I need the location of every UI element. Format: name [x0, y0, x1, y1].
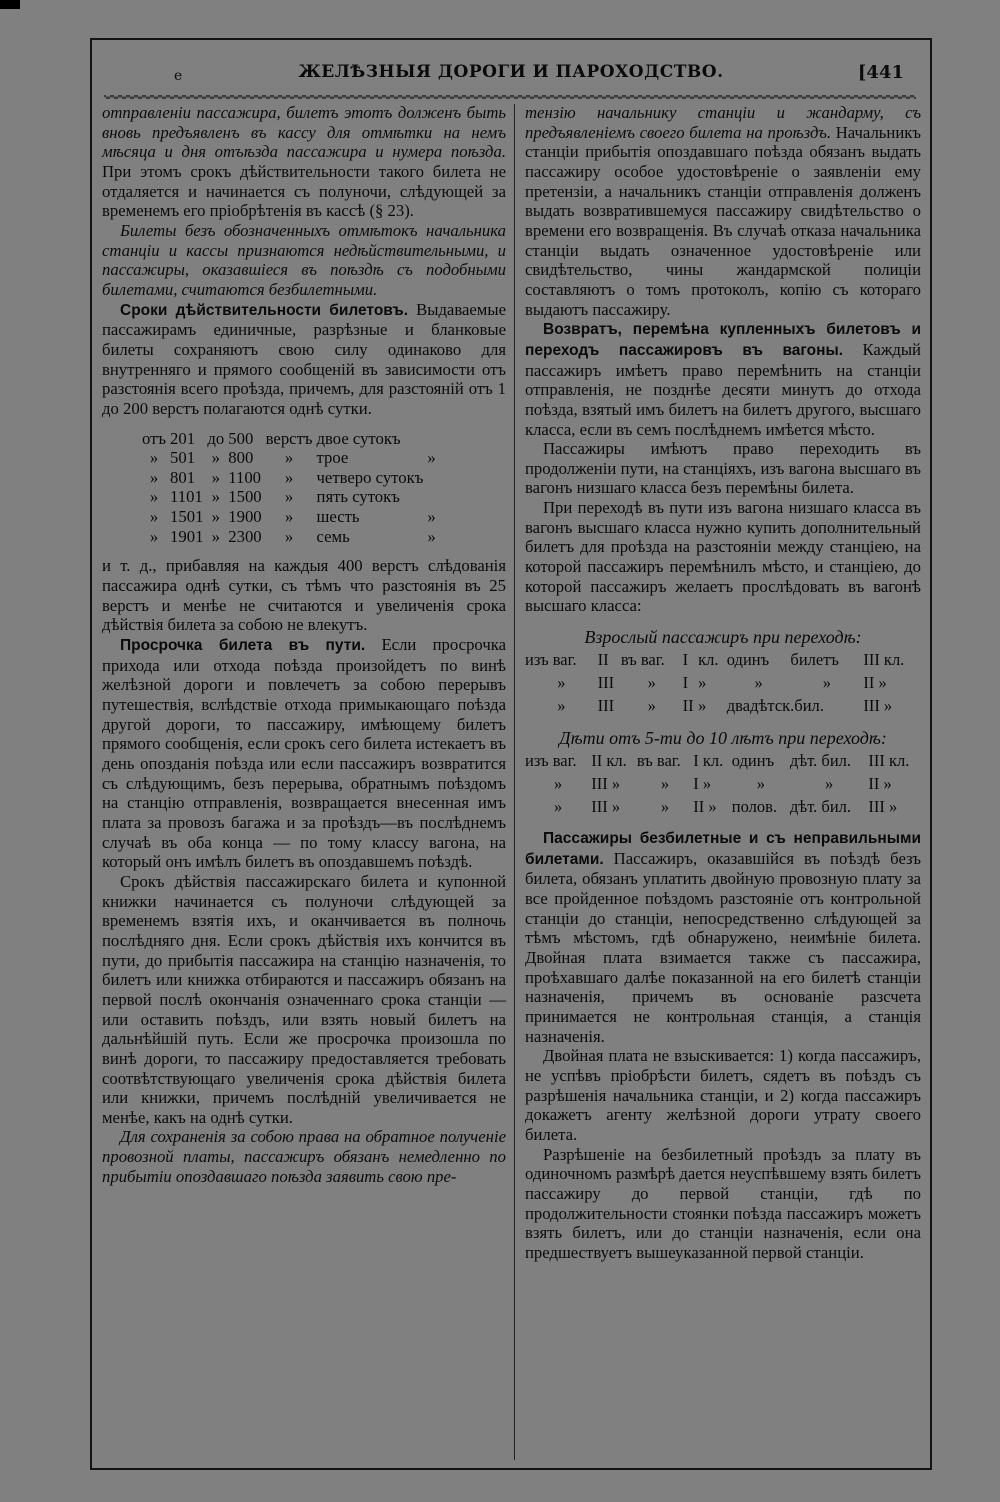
table-row: » 801 » 1100 » четверо сутокъ [149, 467, 424, 487]
table-row: » 1901 » 2300 » семь » [149, 526, 436, 546]
left-column [102, 103, 506, 1186]
paragraph: При переходѣ въ пути изъ вагона низшаго класса въ вагонъ высшаго класса нужно купить дополнительный билетъ для проѣзда на разстояніи между станціею, на которой пассажиръ перемѣнилъ мѣсто, и станціею, до которой пассажиръ желаетъ прослѣдовать въ вагонѣ высшаго класса: [525, 498, 921, 616]
text: Пассажиръ, оказавшійся въ поѣздѣ безъ билета, обязанъ уплатить двойную провозную плату за все пройденное поѣздомъ разстояніе отъ контрольной станціи до станціи, непосредственно слѣдующей за тѣмъ мѣстомъ, гдѣ обнаружено, неимѣніе билета. Двойная плата взимается также съ пассажира, проѣхавшаго далѣе показанной на его билетѣ станціи назначенія, причемъ въ основаніе разсчета принимается не контрольная станція, а станція назначенія. [525, 848, 921, 1046]
paragraph: Двойная плата не взыскивается: 1) когда пассажиръ, не успѣвъ пріобрѣсти билетъ, сядетъ въ поѣздъ съ разрѣшенія начальника станціи, и 2) когда пассажиръ докажетъ агенту желѣзной дороги утрату своего билета. [525, 1046, 921, 1144]
right-column [525, 103, 921, 1263]
section-heading: Сроки дѣйствительности билетовъ. [120, 301, 409, 319]
section-heading: Возвратъ, перемѣна купленныхъ билетовъ и переходъ пассажировъ въ вагоны. [525, 321, 921, 359]
corner-mark [0, 0, 20, 9]
column-divider [514, 104, 515, 1460]
adult-transfer-table [525, 648, 921, 717]
italic-text: тензію начальнику станціи и жандарму, съ предъявленіемъ своего билета на проѣздъ. [525, 103, 921, 142]
table-row: » 1501 » 1900 » шесть » [149, 507, 436, 527]
paragraph [102, 635, 506, 872]
table-row: » 1101 » 1500 » пять сутокъ [149, 487, 400, 507]
header-wavy-rule [104, 94, 916, 100]
section-heading: Пассажиры безбилетные и съ неправильными билетами. [525, 830, 921, 868]
table-row: » III » I » » » II » [557, 673, 887, 693]
text: Если просрочка прихода или отхода поѣзда произойдетъ по винѣ желѣзной дороги и повлечетъ за собою перерывъ путешествія, вслѣдствіе отхода примыкающаго поѣзда другой дороги, то пассажиру, имѣющему билетъ прямого сообщенія, если срокъ сего билета истекаетъ въ день опозданія поѣзда или если пассажиръ возвратится съ слѣдующимъ, безъ перерыва, обратнымъ поѣздомъ на станцію отправленія, возвращается внесенная имъ плата за провозъ багажа и за проѣздъ—въ послѣднемъ случаѣ въ оба конца — по тому классу вагона, на который онъ имѣлъ билетъ въ опоздавшемъ поѣздѣ. [102, 635, 506, 872]
table-row: » 501 » 800 » трое » [149, 448, 436, 468]
table-row: изъ ваг. II кл. въ ваг. I кл. одинъ дѣт. бил. III кл. [525, 751, 910, 771]
text: Выдаваемые пассажирамъ единичные, разрѣзные и бланковые билеты сохраняютъ свою силу одинаково для внутренняго и прямого сообщеній въ зависимости отъ разстоянія всего проѣзда, причемъ, для разстояній отъ 1 до 200 верстъ полагаются однѣ сутки. [102, 299, 506, 418]
table-row: изъ ваг. II въ ваг. I кл. одинъ билетъ III кл. [525, 650, 905, 670]
italic-text: отправленіи пассажира, билетъ этотъ долженъ быть вновь предъявленъ въ кассу для отмѣтки на немъ мѣсяца и дня отъѣзда пассажира и нумера поѣзда. [102, 103, 506, 162]
header-mark: e [174, 68, 183, 84]
table-row: отъ 201 до 500 верстъ двое сутокъ [142, 428, 401, 448]
table-row: » III » » I » » » II » [554, 774, 892, 794]
paragraph [525, 103, 921, 319]
paragraph: и т. д., прибавляя на каждыя 400 верстъ слѣдованія пассажира однѣ сутки, съ тѣмъ что разстоянія въ 25 верстъ и менѣе не считаются и увеличенія срока дѣйствія билета за собою не влекутъ. [102, 556, 506, 635]
section-heading: Просрочка билета въ пути. [120, 637, 366, 655]
paragraph [102, 300, 506, 419]
book-page [90, 38, 932, 1470]
table-row: » III » » II » полов. дѣт. бил. III » [554, 797, 898, 817]
running-header [92, 40, 930, 90]
paragraph: Срокъ дѣйствія пассажирскаго билета и купонной книжки начинается съ полуночи слѣдующей за временемъ взятія ихъ, и оканчивается въ полночь послѣдняго дня. Если срокъ дѣйствія ихъ кончится въ пути, до прибытія пассажира на станцію назначенія, то билетъ или книжка отбираются и пассажиръ обязанъ на первой послѣ окончанія означеннаго срока станціи — или оставить поѣздъ, или взять новый билетъ на дальнѣйшій путь. Если же просрочка произошла по винѣ дороги, то пассажиру предоставляется требовать соотвѣтствующаго увеличенія срока дѣйствія билета или книжки, причемъ послѣдній увеличивается не менѣе, какъ на однѣ сутки. [102, 871, 506, 1127]
text: При этомъ срокъ дѣйствительности такого билета не отдаляется и начинается съ полуночи, слѣдующей за временемъ его пріобрѣтенія въ кассѣ (§ 23). [102, 161, 506, 221]
paragraph: Разрѣшеніе на безбилетный проѣздъ за плату въ одиночномъ размѣрѣ дается неуспѣвшему взять билетъ пассажиру до первой станціи, гдѣ по продолжительности стоянки поѣзда пассажиръ можетъ взять билетъ, или до станціи назначенія, если она предшествуетъ вышеуказанной первой станціи. [525, 1144, 921, 1262]
child-transfer-table [525, 749, 921, 818]
paragraph: Билеты безъ обозначенныхъ отмѣтокъ начальника станціи и кассы признаются недѣйствительными, и пассажиры, оказавшіеся въ поѣздѣ съ подобными билетами, считаются безбилетными. [102, 220, 506, 299]
paragraph: Для сохраненія за собою права на обратное полученіе провозной платы, пассажиръ обязанъ немедленно по прибытіи опоздавшаго поѣзда заявить свою пре- [102, 1127, 506, 1186]
page-title: ЖЕЛѢЗНЫЯ ДОРОГИ И ПАРОХОДСТВО. [298, 62, 724, 82]
subheading: Взрослый пассажиръ при переходѣ: [584, 627, 862, 648]
text: Каждый пассажиръ имѣетъ право перемѣнить на станціи отправленія, не позднѣе десяти минутъ до отхода поѣзда, взятый имъ билетъ на билетъ другого, высшаго класса, если въ семъ послѣднемъ имѣется мѣсто. [525, 339, 921, 439]
table-row: » III » II » двадѣтск.бил. III » [557, 696, 893, 716]
text: Начальникъ станціи прибытія опоздавшаго поѣзда обязанъ выдать пассажиру особое удостовѣреніе о заявленіи ему претензіи, а начальникъ станціи отправленія долженъ выдать возвратившемуся пассажиру свидѣтельство о времени его возвращенія. Въ случаѣ отказа начальника станціи выдать означенное удостовѣреніе или свидѣтельство, чины жандармской полиціи составляютъ о томъ протоколъ, копію съ котораго выдаютъ пассажиру. [525, 122, 921, 319]
paragraph [102, 103, 506, 221]
paragraph [525, 828, 921, 1046]
paragraph [525, 319, 921, 439]
validity-terms-table [142, 429, 440, 547]
page-number: [441 [857, 62, 904, 83]
paragraph: Пассажиры имѣютъ право переходить въ продолженіи пути, на станціяхъ, изъ вагона высшаго въ вагонъ низшаго класса безъ перемѣны билета. [525, 439, 921, 498]
subheading: Дѣти отъ 5-ти до 10 лѣтъ при переходѣ: [559, 728, 887, 749]
